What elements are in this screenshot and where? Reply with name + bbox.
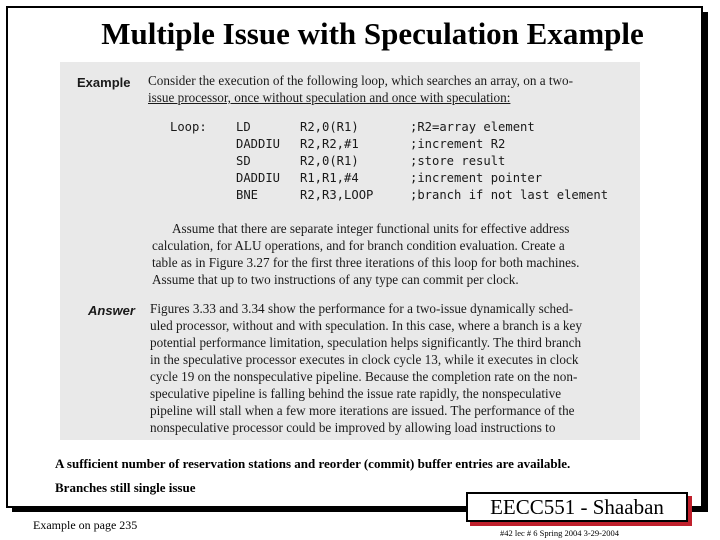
example-line-2: issue processor, once without speculation and once with speculation: xyxy=(148,90,511,105)
answer-line-8: nonspeculative processor could be improved by allowing load instructions to xyxy=(150,420,556,435)
code-args: R2,0(R1) xyxy=(300,154,359,168)
code-line xyxy=(236,153,636,170)
assume-line-3: table as in Figure 3.27 for the first three iterations of this loop for both machines. xyxy=(152,255,580,270)
code-args: R2,0(R1) xyxy=(300,120,359,134)
code-comment: ;increment R2 xyxy=(410,137,506,151)
code-line xyxy=(236,136,636,153)
code-op: LD xyxy=(236,120,251,134)
scanned-textbook-excerpt xyxy=(60,62,640,440)
note-branches: Branches still single issue xyxy=(55,480,196,495)
example-line-1: Consider the execution of the following loop, which searches an array, on a two- xyxy=(148,73,574,88)
code-line xyxy=(236,170,636,187)
code-op: SD xyxy=(236,154,251,168)
course-badge: EECC551 - Shaaban xyxy=(466,492,688,522)
answer-line-2: uled processor, without and with speculation. In this case, where a branch is a key xyxy=(150,318,582,333)
code-line xyxy=(236,187,636,204)
code-comment: ;increment pointer xyxy=(410,171,543,185)
footer-example-page: Example on page 235 xyxy=(33,518,138,532)
answer-line-3: potential performance limitation, speculation helps significantly. The third branch xyxy=(150,335,582,350)
note-reservation-stations: A sufficient number of reservation stations and reorder (commit) buffer entries are available. xyxy=(55,456,571,471)
answer-line-7: pipeline will stall when a few more iterations are issued. The performance of the xyxy=(150,403,575,418)
code-comment: ;branch if not last element xyxy=(410,188,609,202)
example-label: Example xyxy=(77,75,131,90)
example-paragraph xyxy=(148,72,573,106)
code-args: R2,R2,#1 xyxy=(300,137,359,151)
assume-paragraph xyxy=(152,220,579,288)
slide-title: Multiple Issue with Speculation Example xyxy=(101,16,644,51)
code-label: Loop: xyxy=(170,120,207,134)
code-op: BNE xyxy=(236,188,259,202)
frame-shadow-right xyxy=(703,12,708,512)
footer-lecture-info: #42 lec # 6 Spring 2004 3-29-2004 xyxy=(500,528,619,538)
code-op: DADDIU xyxy=(236,171,281,185)
code-listing xyxy=(236,119,636,204)
assume-line-2: calculation, for ALU operations, and for branch condition evaluation. Create a xyxy=(152,238,565,253)
answer-paragraph xyxy=(150,300,582,436)
answer-label: Answer xyxy=(88,303,135,318)
code-line xyxy=(236,119,636,136)
code-comment: ;R2=array element xyxy=(410,120,535,134)
code-comment: ;store result xyxy=(410,154,506,168)
assume-line-4: Assume that up to two instructions of any type can commit per clock. xyxy=(152,272,519,287)
answer-line-5: cycle 19 on the nonspeculative pipeline. Because the completion rate on the non- xyxy=(150,369,578,384)
answer-line-6: speculative pipeline is falling behind the issue rate rapidly, the nonspeculative xyxy=(150,386,562,401)
answer-line-4: in the speculative processor executes in clock cycle 13, while it executes in clock xyxy=(150,352,579,367)
answer-line-1: Figures 3.33 and 3.34 show the performance for a two-issue dynamically sched- xyxy=(150,301,573,316)
code-args: R1,R1,#4 xyxy=(300,171,359,185)
code-args: R2,R3,LOOP xyxy=(300,188,374,202)
code-op: DADDIU xyxy=(236,137,281,151)
assume-line-1: Assume that there are separate integer functional units for effective address xyxy=(172,221,570,236)
